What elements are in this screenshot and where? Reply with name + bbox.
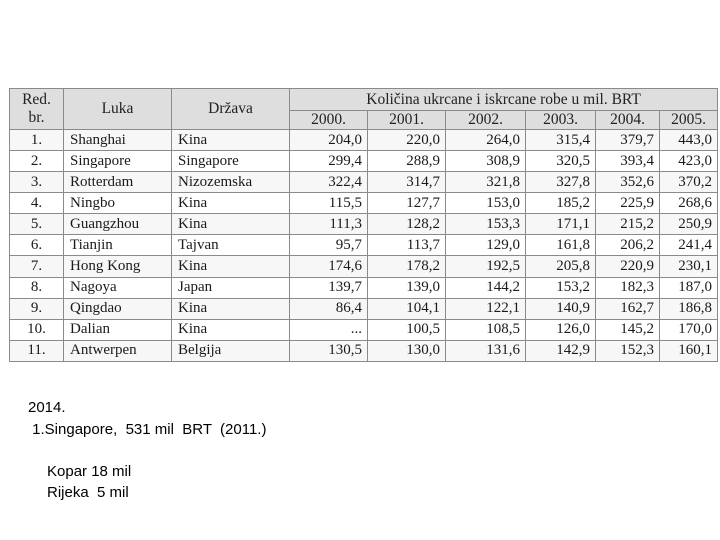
country-cell: Kina bbox=[172, 193, 290, 214]
value-cell: 131,6 bbox=[446, 340, 526, 361]
year-header: 2001. bbox=[368, 111, 446, 130]
country-header: Država bbox=[172, 89, 290, 130]
country-cell: Japan bbox=[172, 277, 290, 298]
value-cell: 161,8 bbox=[526, 235, 596, 256]
note-singapore: 1.Singapore, 531 mil BRT (2011.) bbox=[28, 421, 267, 438]
table-row bbox=[10, 340, 718, 361]
value-cell: 178,2 bbox=[368, 256, 446, 277]
country-cell: Nizozemska bbox=[172, 172, 290, 193]
table-row bbox=[10, 151, 718, 172]
value-cell: 370,2 bbox=[660, 172, 718, 193]
value-cell: 130,5 bbox=[290, 340, 368, 361]
rank-header bbox=[10, 89, 64, 130]
value-cell: 215,2 bbox=[596, 214, 660, 235]
rank-header-line2: br. bbox=[28, 109, 45, 126]
value-cell: 174,6 bbox=[290, 256, 368, 277]
country-cell: Kina bbox=[172, 214, 290, 235]
value-cell: 320,5 bbox=[526, 151, 596, 172]
value-cell: 379,7 bbox=[596, 130, 660, 151]
value-cell: 186,8 bbox=[660, 298, 718, 319]
port-cell: Dalian bbox=[64, 319, 172, 340]
value-cell: 264,0 bbox=[446, 130, 526, 151]
value-cell: 299,4 bbox=[290, 151, 368, 172]
value-cell: 126,0 bbox=[526, 319, 596, 340]
value-cell: 153,3 bbox=[446, 214, 526, 235]
year-header: 2004. bbox=[596, 111, 660, 130]
country-cell: Kina bbox=[172, 130, 290, 151]
value-cell: 321,8 bbox=[446, 172, 526, 193]
country-cell: Kina bbox=[172, 319, 290, 340]
rank-cell: 4. bbox=[10, 193, 64, 214]
value-cell: 95,7 bbox=[290, 235, 368, 256]
value-cell: 104,1 bbox=[368, 298, 446, 319]
value-cell: 130,0 bbox=[368, 340, 446, 361]
table-row bbox=[10, 193, 718, 214]
value-cell: 100,5 bbox=[368, 319, 446, 340]
value-cell: 144,2 bbox=[446, 277, 526, 298]
port-cell: Rotterdam bbox=[64, 172, 172, 193]
rank-cell: 7. bbox=[10, 256, 64, 277]
value-cell: 423,0 bbox=[660, 151, 718, 172]
note-rijeka: Rijeka 5 mil bbox=[47, 484, 129, 501]
table-row bbox=[10, 319, 718, 340]
value-cell: 160,1 bbox=[660, 340, 718, 361]
value-cell: 187,0 bbox=[660, 277, 718, 298]
value-cell: 225,9 bbox=[596, 193, 660, 214]
year-header: 2002. bbox=[446, 111, 526, 130]
value-cell: 288,9 bbox=[368, 151, 446, 172]
value-cell: 393,4 bbox=[596, 151, 660, 172]
value-cell: 241,4 bbox=[660, 235, 718, 256]
port-cell: Shanghai bbox=[64, 130, 172, 151]
rank-cell: 3. bbox=[10, 172, 64, 193]
country-cell: Kina bbox=[172, 298, 290, 319]
port-traffic-table bbox=[9, 88, 718, 362]
value-cell: 315,4 bbox=[526, 130, 596, 151]
table-row bbox=[10, 277, 718, 298]
value-cell: 205,8 bbox=[526, 256, 596, 277]
value-cell: 145,2 bbox=[596, 319, 660, 340]
country-cell: Kina bbox=[172, 256, 290, 277]
table-row bbox=[10, 235, 718, 256]
value-cell: 139,0 bbox=[368, 277, 446, 298]
table-header bbox=[10, 89, 718, 130]
rank-cell: 11. bbox=[10, 340, 64, 361]
value-cell: 153,0 bbox=[446, 193, 526, 214]
table-row bbox=[10, 256, 718, 277]
note-year: 2014. bbox=[28, 399, 66, 416]
value-cell: 220,0 bbox=[368, 130, 446, 151]
value-cell: 170,0 bbox=[660, 319, 718, 340]
value-cell: 171,1 bbox=[526, 214, 596, 235]
table-row bbox=[10, 172, 718, 193]
value-cell: 443,0 bbox=[660, 130, 718, 151]
year-header: 2000. bbox=[290, 111, 368, 130]
value-cell: 153,2 bbox=[526, 277, 596, 298]
value-cell: 322,4 bbox=[290, 172, 368, 193]
value-cell: 139,7 bbox=[290, 277, 368, 298]
year-header: 2003. bbox=[526, 111, 596, 130]
rank-cell: 9. bbox=[10, 298, 64, 319]
value-cell: 127,7 bbox=[368, 193, 446, 214]
value-cell: 268,6 bbox=[660, 193, 718, 214]
year-header: 2005. bbox=[660, 111, 718, 130]
port-cell: Qingdao bbox=[64, 298, 172, 319]
value-cell: 142,9 bbox=[526, 340, 596, 361]
value-cell: 115,5 bbox=[290, 193, 368, 214]
value-cell: 128,2 bbox=[368, 214, 446, 235]
value-cell: 108,5 bbox=[446, 319, 526, 340]
value-cell: 129,0 bbox=[446, 235, 526, 256]
value-cell: 327,8 bbox=[526, 172, 596, 193]
value-cell: ... bbox=[290, 319, 368, 340]
port-header: Luka bbox=[64, 89, 172, 130]
value-cell: 220,9 bbox=[596, 256, 660, 277]
port-cell: Hong Kong bbox=[64, 256, 172, 277]
value-cell: 314,7 bbox=[368, 172, 446, 193]
table-row bbox=[10, 214, 718, 235]
value-cell: 192,5 bbox=[446, 256, 526, 277]
value-cell: 185,2 bbox=[526, 193, 596, 214]
rank-cell: 5. bbox=[10, 214, 64, 235]
value-cell: 250,9 bbox=[660, 214, 718, 235]
value-cell: 204,0 bbox=[290, 130, 368, 151]
rank-header-line1: Red. bbox=[22, 91, 51, 109]
note-koper: Kopar 18 mil bbox=[47, 463, 132, 480]
port-cell: Ningbo bbox=[64, 193, 172, 214]
rank-cell: 10. bbox=[10, 319, 64, 340]
rank-cell: 6. bbox=[10, 235, 64, 256]
table-body bbox=[10, 130, 718, 362]
value-cell: 352,6 bbox=[596, 172, 660, 193]
value-cell: 122,1 bbox=[446, 298, 526, 319]
country-cell: Tajvan bbox=[172, 235, 290, 256]
value-cell: 182,3 bbox=[596, 277, 660, 298]
port-cell: Guangzhou bbox=[64, 214, 172, 235]
rank-cell: 8. bbox=[10, 277, 64, 298]
port-cell: Tianjin bbox=[64, 235, 172, 256]
port-cell: Antwerpen bbox=[64, 340, 172, 361]
table-row bbox=[10, 130, 718, 151]
country-cell: Belgija bbox=[172, 340, 290, 361]
value-cell: 140,9 bbox=[526, 298, 596, 319]
country-cell: Singapore bbox=[172, 151, 290, 172]
port-cell: Nagoya bbox=[64, 277, 172, 298]
value-cell: 111,3 bbox=[290, 214, 368, 235]
value-cell: 152,3 bbox=[596, 340, 660, 361]
port-cell: Singapore bbox=[64, 151, 172, 172]
table-row bbox=[10, 298, 718, 319]
rank-cell: 2. bbox=[10, 151, 64, 172]
value-cell: 113,7 bbox=[368, 235, 446, 256]
value-cell: 308,9 bbox=[446, 151, 526, 172]
value-cell: 162,7 bbox=[596, 298, 660, 319]
value-cell: 206,2 bbox=[596, 235, 660, 256]
rank-cell: 1. bbox=[10, 130, 64, 151]
quantity-header: Količina ukrcane i iskrcane robe u mil. BRT bbox=[290, 89, 718, 111]
value-cell: 86,4 bbox=[290, 298, 368, 319]
value-cell: 230,1 bbox=[660, 256, 718, 277]
